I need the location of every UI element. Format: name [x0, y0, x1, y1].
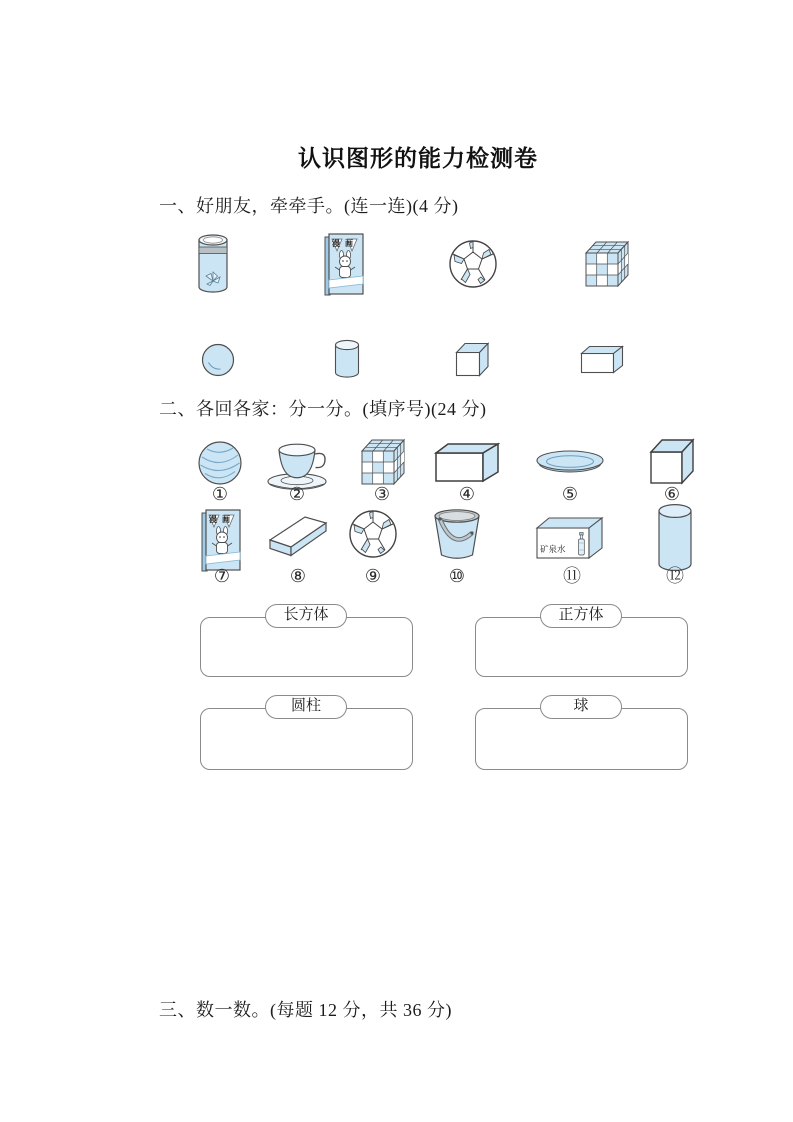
rubiks-cube-icon — [358, 436, 406, 486]
striped-ball-icon — [197, 440, 243, 486]
item-number-2: ② — [288, 484, 306, 504]
category-tab-cube: 正方体 — [540, 604, 622, 628]
item-number-1: ① — [211, 484, 229, 504]
bucket-illustration — [431, 506, 483, 564]
teacup-icon — [264, 437, 330, 491]
striped-ball-illustration — [197, 440, 243, 486]
cuboid-box-illustration — [434, 441, 500, 483]
cylinder-icon — [657, 503, 693, 573]
cube-icon — [649, 437, 695, 485]
cylinder-tall-illustration — [657, 503, 693, 573]
plate-icon — [535, 449, 605, 476]
item-number-12: ⑫ — [666, 566, 684, 586]
comic-book-2-illustration — [200, 506, 244, 574]
cuboid-icon — [580, 345, 624, 374]
page-title: 认识图形的能力检测卷 — [298, 145, 538, 171]
cube-box-illustration — [649, 437, 695, 485]
rubiks-cube-illustration — [582, 238, 630, 288]
cylinder-small-illustration — [334, 339, 360, 379]
section-3-heading: 三、数一数。(每题 12 分，共 36 分) — [159, 1000, 452, 1020]
book-cover-text: 漫画 — [209, 515, 235, 524]
item-number-3: ③ — [373, 484, 391, 504]
sphere-illustration — [201, 343, 235, 377]
soccer-ball-icon — [348, 509, 398, 559]
section-1-heading: 一、好朋友，牵牵手。(连一连)(4 分) — [159, 196, 459, 216]
cube-icon — [455, 342, 491, 377]
comic-book-icon — [200, 506, 244, 574]
comic-book-illustration — [323, 230, 367, 298]
soccer-ball-icon — [448, 239, 498, 289]
item-number-6: ⑥ — [663, 484, 681, 504]
item-number-5: ⑤ — [561, 484, 579, 504]
cube-small-illustration — [455, 342, 491, 377]
thermos-icon — [196, 232, 230, 296]
bucket-icon — [431, 506, 483, 564]
section-2-heading: 二、各回各家：分一分。(填序号)(24 分) — [159, 399, 487, 419]
item-number-7: ⑦ — [213, 566, 231, 586]
mineral-water-box-icon — [535, 514, 609, 562]
cuboid-box-icon — [434, 441, 500, 483]
category-tab-cuboid: 长方体 — [265, 604, 347, 628]
cylinder-icon — [334, 339, 360, 379]
soccer-ball-2-illustration — [348, 509, 398, 559]
thermos-bottle-illustration — [196, 232, 230, 296]
soccer-ball-illustration — [448, 239, 498, 289]
item-number-8: ⑧ — [289, 566, 307, 586]
book-cover-text: 漫画 — [332, 239, 358, 248]
wedge-box-illustration — [268, 514, 328, 558]
rubiks-cube-2-illustration — [358, 436, 406, 486]
cuboid-small-illustration — [580, 345, 624, 374]
wedge-box-icon — [268, 514, 328, 558]
category-tab-cylinder: 圆柱 — [265, 695, 347, 719]
water-box-text: 矿泉水 — [540, 544, 566, 554]
item-number-11: ⑪ — [563, 566, 581, 586]
sphere-icon — [201, 343, 235, 377]
item-number-9: ⑨ — [364, 566, 382, 586]
rubiks-cube-icon — [582, 238, 630, 288]
item-number-10: ⑩ — [448, 566, 466, 586]
plate-illustration — [535, 449, 605, 476]
mineral-water-box-illustration — [535, 514, 609, 562]
comic-book-icon — [323, 230, 367, 298]
teacup-illustration — [264, 437, 330, 491]
category-tab-sphere: 球 — [540, 695, 622, 719]
item-number-4: ④ — [458, 484, 476, 504]
